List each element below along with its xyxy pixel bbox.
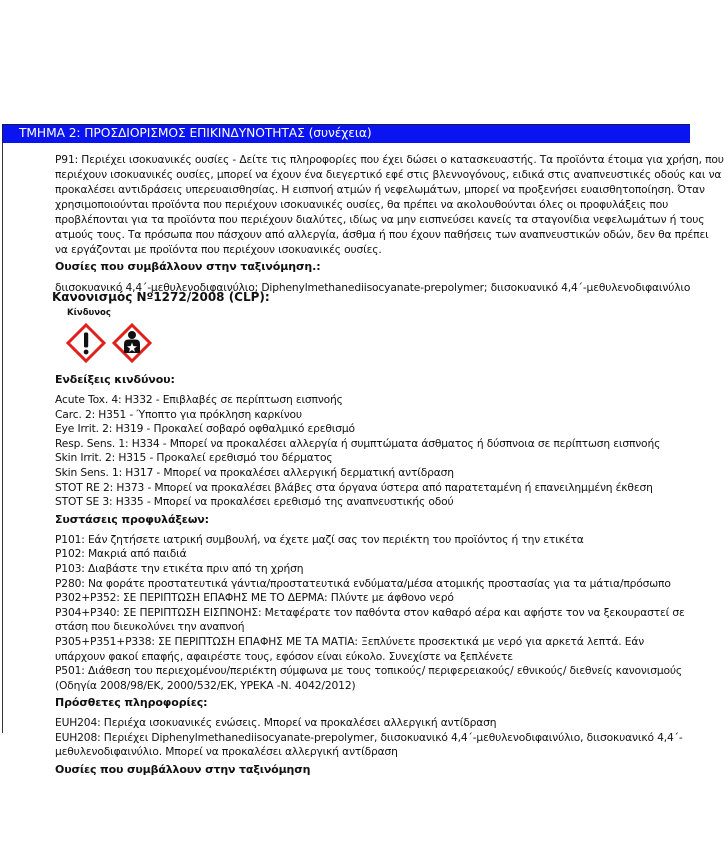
- clp-regulation-title: Κανονισμός Νº1272/2008 (CLP):: [52, 290, 270, 304]
- p91-line: να εργάζονται με προϊόντα που περιέχουν ισοκυανικές ουσίες.: [55, 243, 382, 256]
- euh-statement: EUH204: Περιέχα ισοκυανικές ενώσεις. Μπορεί να προκαλέσει αλλεργική αντίδραση: [55, 716, 497, 730]
- hazard-statement: Skin Irrit. 2: H315 - Προκαλεί ερεθισμό του δέρματος: [55, 451, 333, 465]
- precautionary-statement: P304+P340: ΣΕ ΠΕΡΙΠΤΩΣΗ ΕΙΣΠΝΟΗΣ: Μεταφέρατε τον παθόντα στον καθαρό αέρα και αφήστε τον να ξεκουραστεί σε στάση που διευκολύνει την αναπνοή: [55, 605, 685, 634]
- precautionary-statement: P305+P351+P338: ΣΕ ΠΕΡΙΠΤΩΣΗ ΕΠΑΦΗΣ ΜΕ ΤΑ ΜΑΤΙΑ: Ξεπλύνετε προσεκτικά με νερό για αρκετά λεπτά. Εάν υπάρχουν φακοί επαφής, αφαιρέστε τους, εφόσον είναι εύκολο. Συνεχίστε να ξεπλένετε: [55, 634, 645, 663]
- p91-line: ατμούς τους. Τα πρόσωπα που πάσχουν από αλλεργία, άσθμα ή που έχουν παθήσεις των αναπνευστικών οδών, δεν θα πρέπει: [55, 228, 709, 241]
- hazard-statement: Skin Sens. 1: H317 - Μπορεί να προκαλέσει αλλεργική δερματική αντίδραση: [55, 465, 454, 479]
- precautionary-statement: P501: Διάθεση του περιεχομένου/περιέκτη σύμφωνα με τους τοπικούς/ περιφερειακούς/ εθνικούς/ διεθνείς κανονισμούς (Οδηγία 2008/98/ΕΚ, 2000/532/ΕΚ, ΥΡΕΚΑ -Ν. 4042/2012): [55, 664, 683, 692]
- precautionary-statement: P280: Να φοράτε προστατευτικά γάντια/προστατευτικά ενδύματα/μέσα ατομικής προστασίας για τα μάτια/πρόσωπο: [55, 576, 671, 590]
- p91-line: προβλέπονται για τα προϊόντα που περιέχουν διαλύτες, ιδίως να μην εισπνεύσει κανείς τα σταγονίδια νεφελωμάτων ή τους: [55, 213, 705, 226]
- precautionary-statements-heading: Συστάσεις προφυλάξεων:: [55, 512, 209, 526]
- p91-line: χρησιμοποιούνται προϊόντα που περιέχουν ισοκυανικές ουσίες, θα πρέπει να ακολουθούνται όλες οι προφυλάξεις που: [55, 198, 669, 211]
- ghs-pictograms: [66, 323, 152, 367]
- section-title: ΤΜΗΜΑ 2: ΠΡΟΣΔΙΟΡΙΣΜΟΣ ΕΠΙΚΙΝΔΥΝΟΤΗΤΑΣ (συνέχεια): [19, 126, 372, 140]
- intro-block: [55, 152, 724, 295]
- euh-statement: EUH208: Περιέχει Diphenylmethanediisocyanate-prepolymer, διισοκυανικό 4,4΄-μεθυλενοδιφαινύλιο, διισοκυανικό 4,4΄-μεθυλενοδιφαινύλιο. Μπορεί να προκαλέσει αλλεργική αντίδραση: [55, 730, 683, 759]
- hazard-statement: Carc. 2: H351 - Ύποπτο για πρόκληση καρκίνου: [55, 407, 302, 421]
- hazard-statement: Resp. Sens. 1: H334 - Μπορεί να προκαλέσει αλλεργία ή συμπτώματα άσθματος ή δύσπνοια σε περίπτωση εισπνοής: [55, 436, 661, 450]
- hazard-statement: Eye Irrit. 2: H319 - Προκαλεί σοβαρό οφθαλμικό ερεθισμό: [55, 422, 355, 436]
- contributing-substances-text: διισοκυανικό 4,4΄-μεθυλενοδιφαινύλιο; Diphenylmethanediisocyanate-prepolymer; διισοκυανικό 4,4΄-μεθυλενοδιφαινύλιο: [55, 281, 691, 294]
- section-header-bar: [2, 124, 690, 143]
- clipped-heading: Ουσίες που συμβάλλουν στην ταξινόμηση: [55, 763, 311, 777]
- hazard-statements-heading: Ενδείξεις κινδύνου:: [55, 373, 175, 386]
- p91-line: προκαλέσει αντιδράσεις υπερευαισθησίας. Η εισπνοή ατμών ή νεφελωμάτων, μπορεί να προξενήσει ευαισθητοποίηση. Όταν: [55, 183, 705, 196]
- precautionary-statements-list: [55, 533, 685, 694]
- p91-line: περιέχουν ισοκυανικές ουσίες, μπορεί να έχουν ένα διεγερτικό εφέ στις βλεννογόνους, ειδικά στις αναπνευστικές οδούς και να: [55, 168, 722, 181]
- additional-info-heading: Πρόσθετες πληροφορίες:: [55, 696, 208, 710]
- statements-block: [55, 370, 685, 777]
- hazard-statements-list: [55, 393, 685, 510]
- signal-word: Κίνδυνος: [67, 308, 111, 318]
- ghs08-health-hazard-icon: [112, 323, 152, 363]
- hazard-statement: Acute Tox. 4: H332 - Επιβλαβές σε περίπτωση εισπνοής: [55, 393, 343, 406]
- hazard-statement: STOT RE 2: H373 - Μπορεί να προκαλέσει βλάβες στα όργανα ύστερα από παρατεταμένη ή επανειλημμένη έκθεση: [55, 480, 653, 494]
- precautionary-statement: P103: Διαβάστε την ετικέτα πριν από τη χρήση: [55, 561, 304, 575]
- hazard-statement: STOT SE 3: H335 - Μπορεί να προκαλέσει ερεθισμό της αναπνευστικής οδού: [55, 495, 454, 509]
- p91-line: P91: Περιέχει ισοκυανικές ουσίες - Δείτε τις πληροφορίες που έχει δώσει ο κατασκευαστής. Τα προϊόντα έτοιμα για χρήση, που: [55, 153, 724, 166]
- ghs07-exclamation-mark-icon: [66, 323, 106, 363]
- precautionary-statement: P101: Εάν ζητήσετε ιατρική συμβουλή, να έχετε μαζί σας τον περιέκτη του προϊόντος ή την ετικέτα: [55, 532, 584, 546]
- section-left-border: [2, 143, 3, 733]
- additional-info-list: [55, 716, 685, 760]
- precautionary-statement: P302+P352: ΣΕ ΠΕΡΙΠΤΩΣΗ ΕΠΑΦΗΣ ΜΕ ΤΟ ΔΕΡΜΑ: Πλύντε με άφθονο νερό: [55, 591, 454, 605]
- p91-paragraph: [55, 152, 724, 257]
- precautionary-statement: P102: Μακριά από παιδιά: [55, 547, 187, 561]
- contributing-substances-heading: Ουσίες που συμβάλλουν στην ταξινόμηση.:: [55, 260, 321, 273]
